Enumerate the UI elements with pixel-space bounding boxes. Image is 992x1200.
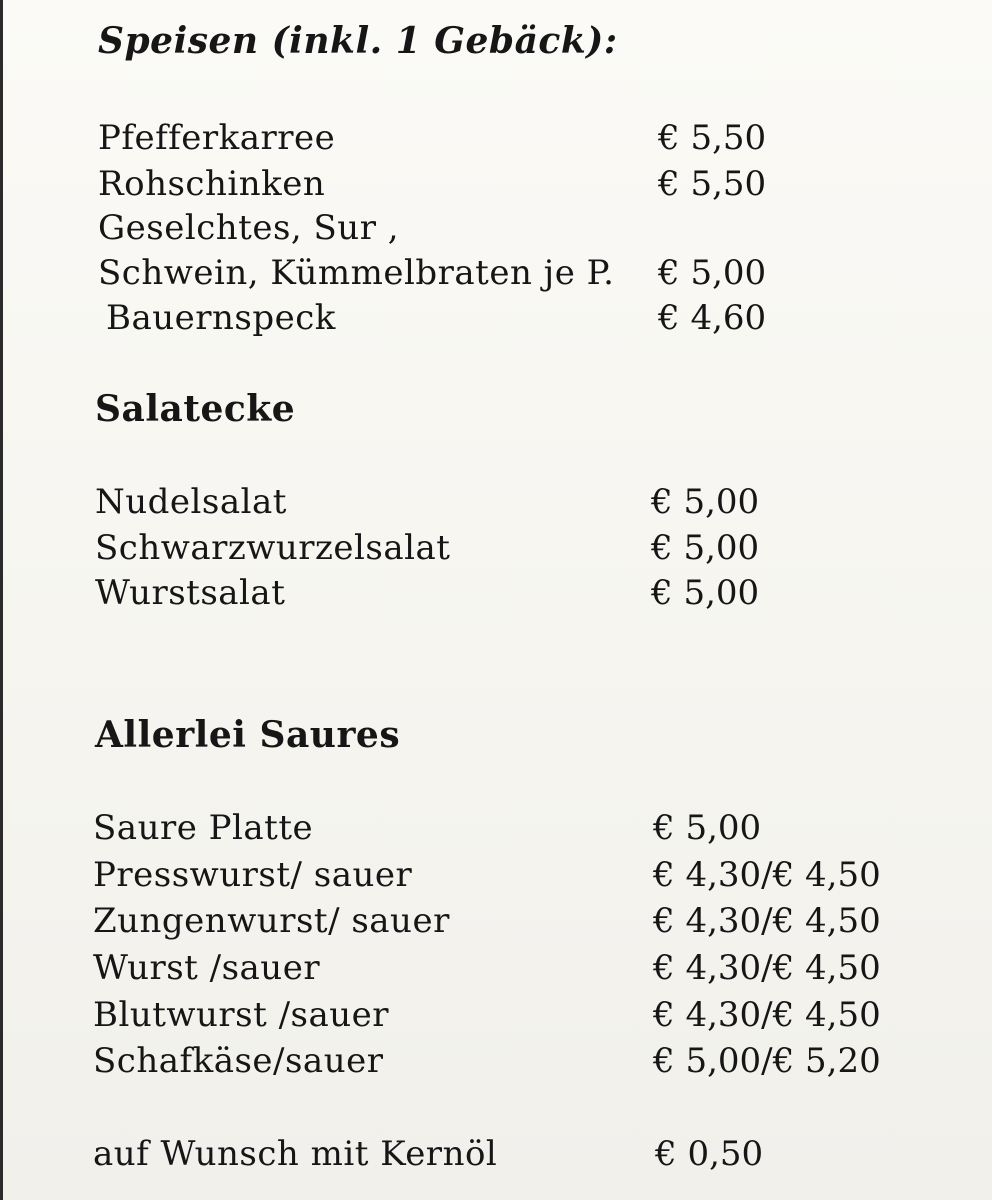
item-name: Nudelsalat <box>95 482 287 522</box>
item-name: Saure Platte <box>93 808 314 848</box>
item-name: Wurstsalat <box>95 573 286 613</box>
item-price: € 4,30/€ 4,50 <box>653 995 881 1035</box>
menu-item <box>3 164 992 208</box>
menu-item <box>3 298 992 342</box>
item-price: € 5,50 <box>658 164 767 204</box>
item-price: € 4,30/€ 4,50 <box>653 855 881 895</box>
menu-item <box>3 948 992 992</box>
menu-item-extra <box>3 1134 992 1178</box>
item-price: € 5,00 <box>651 573 760 613</box>
menu-item <box>3 855 992 899</box>
item-name: Presswurst/ sauer <box>93 855 413 895</box>
item-name: Schwein, Kümmelbraten je P. <box>98 253 615 293</box>
item-name: Schwarzwurzelsalat <box>95 528 451 568</box>
item-name: Blutwurst /sauer <box>93 995 390 1035</box>
item-price: € 4,30/€ 4,50 <box>653 948 881 988</box>
menu-item <box>3 253 992 297</box>
item-name: Geselchtes, Sur , <box>98 208 400 248</box>
item-price: € 5,00 <box>651 528 760 568</box>
item-name: Zungenwurst/ sauer <box>93 901 450 941</box>
item-name: Pfefferkarree <box>98 118 336 158</box>
menu-item <box>3 1041 992 1085</box>
item-name: Schafkäse/sauer <box>93 1041 384 1081</box>
item-price: € 5,00 <box>651 482 760 522</box>
menu-item <box>3 208 992 252</box>
section-title-saures: Allerlei Saures <box>95 714 401 756</box>
section-title-speisen: Speisen (inkl. 1 Gebäck): <box>98 20 618 62</box>
menu-item <box>3 118 992 162</box>
item-price: € 4,30/€ 4,50 <box>653 901 881 941</box>
item-price: € 5,00 <box>653 808 762 848</box>
menu-item <box>3 573 992 617</box>
item-price: € 0,50 <box>655 1134 764 1174</box>
item-name: auf Wunsch mit Kernöl <box>93 1134 498 1174</box>
item-name: Rohschinken <box>98 164 326 204</box>
menu-item <box>3 808 992 852</box>
menu-item <box>3 995 992 1039</box>
menu-item <box>3 528 992 572</box>
menu-item <box>3 901 992 945</box>
item-name: Bauernspeck <box>106 298 336 338</box>
menu-item <box>3 482 992 526</box>
item-price: € 5,00 <box>658 253 767 293</box>
section-title-salatecke: Salatecke <box>95 388 296 430</box>
item-price: € 4,60 <box>658 298 767 338</box>
item-price: € 5,00/€ 5,20 <box>653 1041 881 1081</box>
item-name: Wurst /sauer <box>93 948 321 988</box>
item-price: € 5,50 <box>658 118 767 158</box>
